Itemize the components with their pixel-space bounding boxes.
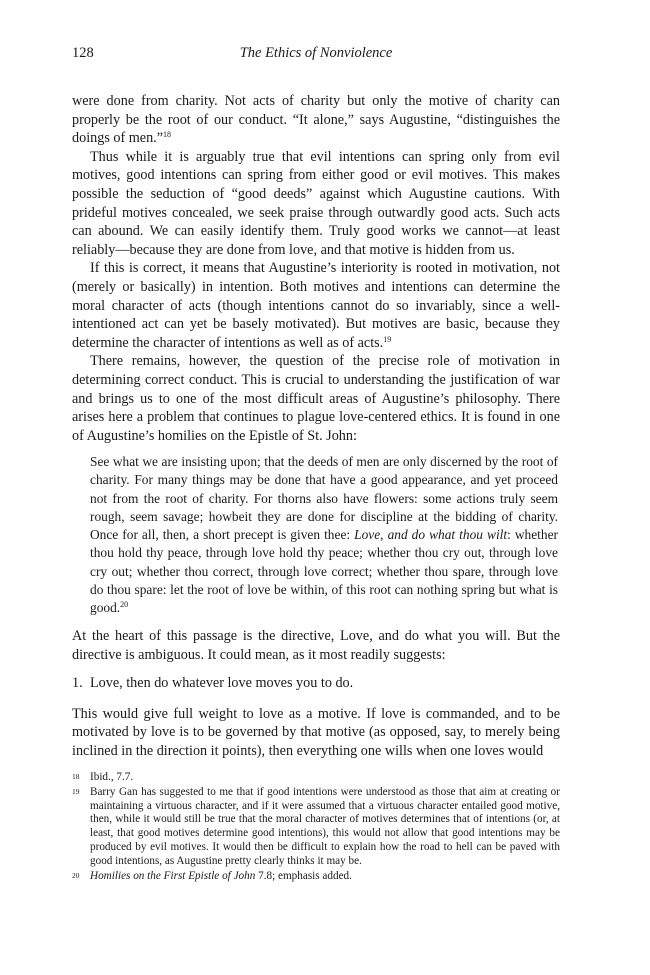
paragraph-6: This would give full weight to love as a motive. If love is commanded, and to be motivated by love is to be governed by that motive (as opposed, say, to merely being inclined in the direction it points), then everything one wills when one loves would (72, 705, 560, 760)
footnote-20 (72, 870, 560, 884)
list-item (72, 674, 560, 693)
running-title: The Ethics of Nonviolence (239, 45, 393, 61)
footnote-text: Barry Gan has suggested to me that if good intentions were understood as those that aim at creating or maintaining a virtuous character, and if it were assumed that a virtuous character entailed good motive, then, while it would still be true that the moral character of motives determines that of intentions (or, at least, that good motives determine good intentions), this would not allow that good intentions may be produced by evil motives. It would then be difficult to explain how the road to hell can be paved with good intentions, as Augustine pretty clearly thinks it may be. (90, 785, 560, 867)
paragraph-2: Thus while it is arguably true that evil intentions can spring only from evil motives, good intentions can spring from either good or evil motives. This makes possible the seduction of “good deeds” against which Augustine cautions. With prideful motives concealed, we seek praise through outwardly good acts. Such acts can abound. We can easily identify them. Truly good works we cannot—at least reliably—because they are done from love, and that motive is hidden from us. (72, 148, 560, 258)
quote-text-after: : whether thou hold thy peace, through love hold thy peace; whether thou cry out, through love cry out; whether thou correct, through love correct; whether thou spare, through love do thou spare: let the root of love be within, of this root can nothing spring but what is good. (90, 527, 558, 615)
paragraph-3 (72, 259, 560, 352)
footnote-19 (72, 786, 560, 869)
footnote-ref-20: 20 (120, 599, 129, 609)
paragraph-1-text: were done from charity. Not acts of charity but only the motive of charity can properly be the root of our conduct. “It alone,” says Augustine, “distinguishes the doings of men.” (72, 93, 560, 147)
footnote-text: Ibid., 7.7. (90, 771, 134, 783)
quote-emphasis: Love, and do what thou wilt (354, 527, 508, 543)
body-text (72, 92, 560, 761)
footnote-18 (72, 771, 560, 785)
paragraph-5: At the heart of this passage is the directive, Love, and do what you will. But the directive is ambiguous. It could mean, as it most readily suggests: (72, 628, 560, 663)
list-item-number: 1. (72, 675, 83, 692)
paragraph-3-text: If this is correct, it means that Augustine’s interiority is rooted in motivation, not (merely or basically) in intention. Both motives and intentions can determine the moral character of acts (though intentions cannot do so invariably, since a well-intentioned act can yet be basely motivated). But motives are basic, because they determine the character of intentions as well as of acts. (72, 260, 560, 351)
footnote-ref-18: 18 (163, 130, 172, 140)
quote-text-before: See what we are insisting upon; that the deeds of men are only discerned by the root of charity. For many things may be done that have a good appearance, and yet proceed not from the root of charity. For thorns also have flowers: some actions truly seem rough, seem savage; howbeit they are done for discipline at the bidding of charity. Once for all, then, a short precept is given thee: (90, 454, 558, 543)
paragraph-1 (72, 92, 560, 148)
footnote-ref-19: 19 (383, 334, 392, 344)
footnote-number: 19 (72, 786, 80, 796)
list-item-text: Love, then do whatever love moves you to do. (90, 675, 354, 692)
footnote-book-title: Homilies on the First Epistle of John (90, 869, 256, 882)
footnotes (72, 771, 560, 884)
footnote-text-container (90, 870, 560, 884)
page-header (72, 45, 560, 67)
footnote-text: 7.8; emphasis added. (255, 869, 352, 882)
block-quote (90, 453, 558, 617)
page-number: 128 (72, 45, 94, 61)
footnote-number: 18 (72, 772, 80, 781)
paragraph-4: There remains, however, the question of the precise role of motivation in determining correct conduct. This is crucial to understanding the justification of war and brings us to one of the most difficult areas of Augustine’s philosophy. There arises here a problem that continues to plague love-centered ethics. It is found in one of Augustine’s homilies on the Epistle of St. John: (72, 353, 560, 444)
footnote-number: 20 (72, 870, 80, 880)
